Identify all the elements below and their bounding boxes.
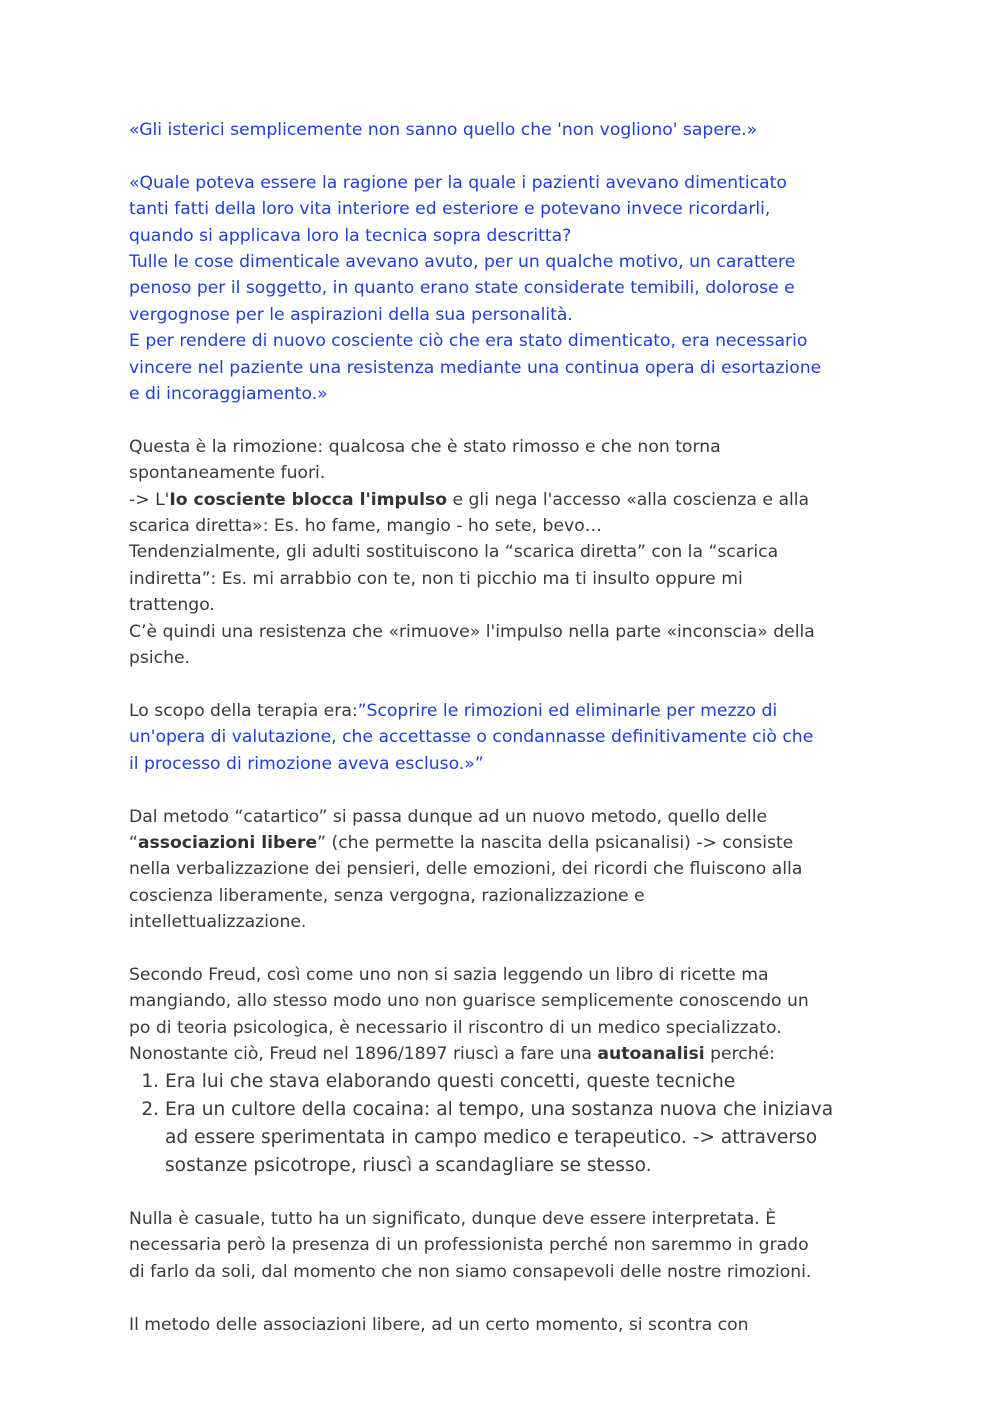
paragraph-casuale bbox=[129, 1206, 879, 1285]
quote-ragione bbox=[129, 170, 879, 408]
list-item bbox=[165, 1096, 879, 1180]
paragraph-gap bbox=[129, 143, 879, 169]
text-span: ” (che permette la nascita della psicanalisi) -> consiste bbox=[317, 832, 794, 853]
paragraph-gap bbox=[129, 407, 879, 433]
text-line: Secondo Freud, così come uno non si sazia leggendo un libro di ricette ma bbox=[129, 964, 769, 985]
text-line: trattengo. bbox=[129, 595, 215, 616]
paragraph-gap bbox=[129, 936, 879, 962]
bold-io-cosciente: Io cosciente blocca l'impulso bbox=[169, 489, 448, 510]
text-span: e gli nega l'accesso «alla coscienza e alla bbox=[447, 489, 810, 510]
quote-line: Tulle le cose dimenticale avevano avuto, per un qualche motivo, un carattere bbox=[129, 252, 796, 273]
text-line: intellettualizzazione. bbox=[129, 912, 307, 933]
text-line: Tendenzialmente, gli adulti sostituiscono la “scarica diretta” con la “scarica bbox=[129, 542, 779, 563]
quote-line: quando si applicava loro la tecnica sopra descritta? bbox=[129, 225, 572, 246]
paragraph-gap bbox=[129, 672, 879, 698]
quote-line: e di incoraggiamento.» bbox=[129, 384, 328, 405]
text-line: di farlo da soli, dal momento che non siamo consapevoli delle nostre rimozioni. bbox=[129, 1261, 812, 1282]
quote-line: «Quale poteva essere la ragione per la quale i pazienti avevano dimenticato bbox=[129, 172, 787, 193]
document-body bbox=[129, 117, 879, 1338]
text-line bbox=[129, 830, 879, 856]
paragraph-freud bbox=[129, 962, 879, 1180]
list-item-text: sostanze psicotrope, riuscì a scandagliare se stesso. bbox=[165, 1154, 652, 1176]
text-line bbox=[129, 1041, 879, 1067]
paragraph-gap bbox=[129, 777, 879, 803]
list-item bbox=[165, 1068, 879, 1096]
text-line: po di teoria psicologica, è necessario il riscontro di un medico specializzato. bbox=[129, 1017, 782, 1038]
text-span: Lo scopo della terapia era: bbox=[129, 700, 358, 721]
text-line: Nulla è casuale, tutto ha un significato, dunque deve essere interpretata. È bbox=[129, 1208, 777, 1229]
bold-associazioni-libere: associazioni libere bbox=[137, 832, 318, 853]
text-line: psiche. bbox=[129, 648, 191, 669]
text-line: C’è quindi una resistenza che «rimuove» l'impulso nella parte «inconscia» della bbox=[129, 621, 815, 642]
paragraph-rimozione bbox=[129, 434, 879, 672]
quote-line: E per rendere di nuovo cosciente ciò che era stato dimenticato, era necessario bbox=[129, 331, 808, 352]
text-line: necessaria però la presenza di un professionista perché non saremmo in grado bbox=[129, 1235, 809, 1256]
quote-span: ”Scoprire le rimozioni ed eliminarle per mezzo di bbox=[357, 700, 778, 721]
paragraph-terapia bbox=[129, 698, 879, 777]
text-line: coscienza liberamente, senza vergogna, razionalizzazione e bbox=[129, 885, 645, 906]
text-span: Nonostante ciò, Freud nel 1896/1897 riuscì a fare una bbox=[129, 1044, 598, 1065]
text-span: -> L' bbox=[129, 489, 170, 510]
text-line: mangiando, allo stesso modo uno non guarisce semplicemente conoscendo un bbox=[129, 991, 809, 1012]
paragraph-metodo bbox=[129, 804, 879, 936]
text-line-last: Il metodo delle associazioni libere, ad un certo momento, si scontra con bbox=[129, 1314, 749, 1335]
text-line: spontaneamente fuori. bbox=[129, 463, 326, 484]
quote-isterici: «Gli isterici semplicemente non sanno quello che 'non vogliono' sapere.» bbox=[129, 120, 758, 140]
text-line: Questa è la rimozione: qualcosa che è stato rimosso e che non torna bbox=[129, 436, 721, 457]
text-line: nella verbalizzazione dei pensieri, delle emozioni, dei ricordi che fluiscono alla bbox=[129, 859, 803, 880]
paragraph-gap bbox=[129, 1180, 879, 1206]
numbered-list bbox=[129, 1068, 879, 1180]
quote-line: un'opera di valutazione, che accettasse o condannasse definitivamente ciò che bbox=[129, 727, 814, 748]
bold-autoanalisi: autoanalisi bbox=[597, 1044, 705, 1065]
list-item-text: Era lui che stava elaborando questi concetti, queste tecniche bbox=[165, 1070, 736, 1092]
quote-line: vincere nel paziente una resistenza mediante una continua opera di esortazione bbox=[129, 357, 822, 378]
text-line: indiretta”: Es. mi arrabbio con te, non ti picchio ma ti insulto oppure mi bbox=[129, 568, 743, 589]
text-span: perché: bbox=[704, 1044, 775, 1065]
quote-line: penoso per il soggetto, in quanto erano state considerate temibili, dolorose e bbox=[129, 278, 795, 299]
text-line: scarica diretta»: Es. ho fame, mangio - ho sete, bevo… bbox=[129, 516, 602, 537]
paragraph-gap bbox=[129, 1285, 879, 1311]
list-item-text: ad essere sperimentata in campo medico e terapeutico. -> attraverso bbox=[165, 1126, 818, 1148]
quote-line: tanti fatti della loro vita interiore ed esteriore e potevano invece ricordarli, bbox=[129, 199, 771, 220]
text-line: Dal metodo “catartico” si passa dunque ad un nuovo metodo, quello delle bbox=[129, 806, 768, 827]
text-line bbox=[129, 487, 879, 513]
quote-line: vergognose per le aspirazioni della sua personalità. bbox=[129, 304, 573, 325]
list-item-text: Era un cultore della cocaina: al tempo, una sostanza nuova che iniziava bbox=[165, 1098, 834, 1120]
quote-line: il processo di rimozione aveva escluso.»” bbox=[129, 753, 484, 774]
text-line bbox=[129, 698, 879, 724]
text-span: “ bbox=[129, 832, 138, 853]
